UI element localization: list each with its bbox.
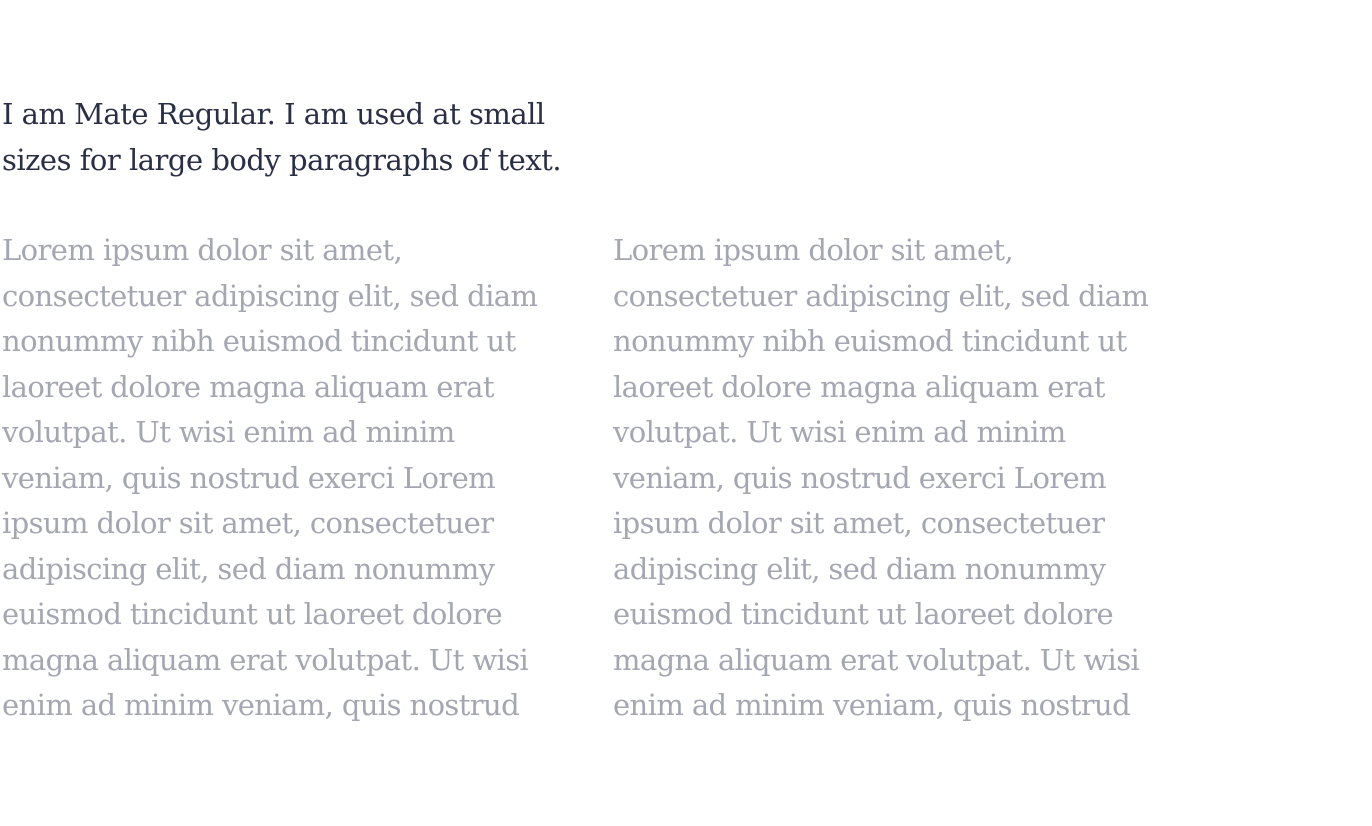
- body-line: volutpat. Ut wisi enim ad minim: [2, 415, 455, 449]
- body-line: Lorem ipsum dolor sit amet,: [2, 233, 403, 267]
- body-line: consectetuer adipiscing elit, sed diam: [2, 278, 538, 313]
- body-column-right: [613, 228, 1193, 729]
- body-line: volutpat. Ut wisi enim ad minim: [613, 415, 1066, 449]
- body-line: euismod tincidunt ut laoreet dolore: [2, 597, 503, 631]
- body-line: laoreet dolore magna aliquam erat: [2, 369, 494, 404]
- body-line: enim ad minim veniam, quis nostrud: [2, 688, 520, 722]
- body-line: magna aliquam erat volutpat. Ut wisi: [613, 642, 1140, 677]
- body-line: nonummy nibh euismod tincidunt ut: [2, 324, 516, 358]
- intro-line: sizes for large body paragraphs of text.: [2, 143, 562, 177]
- intro-line: I am Mate Regular. I am used at small: [2, 97, 545, 131]
- body-line: veniam, quis nostrud exerci Lorem: [613, 460, 1107, 495]
- body-line: adipiscing elit, sed diam nonummy: [613, 551, 1106, 586]
- body-line: magna aliquam erat volutpat. Ut wisi: [2, 642, 529, 677]
- body-line: consectetuer adipiscing elit, sed diam: [613, 278, 1149, 313]
- body-line: laoreet dolore magna aliquam erat: [613, 369, 1105, 404]
- body-line: nonummy nibh euismod tincidunt ut: [613, 324, 1127, 358]
- body-line: ipsum dolor sit amet, consectetuer: [2, 506, 494, 540]
- body-column-left: [2, 228, 582, 729]
- body-line: Lorem ipsum dolor sit amet,: [613, 233, 1014, 267]
- body-line: veniam, quis nostrud exerci Lorem: [2, 460, 496, 495]
- body-line: adipiscing elit, sed diam nonummy: [2, 551, 495, 586]
- body-line: enim ad minim veniam, quis nostrud: [613, 688, 1131, 722]
- intro-paragraph: [2, 91, 602, 183]
- body-line: euismod tincidunt ut laoreet dolore: [613, 597, 1114, 631]
- body-line: ipsum dolor sit amet, consectetuer: [613, 506, 1105, 540]
